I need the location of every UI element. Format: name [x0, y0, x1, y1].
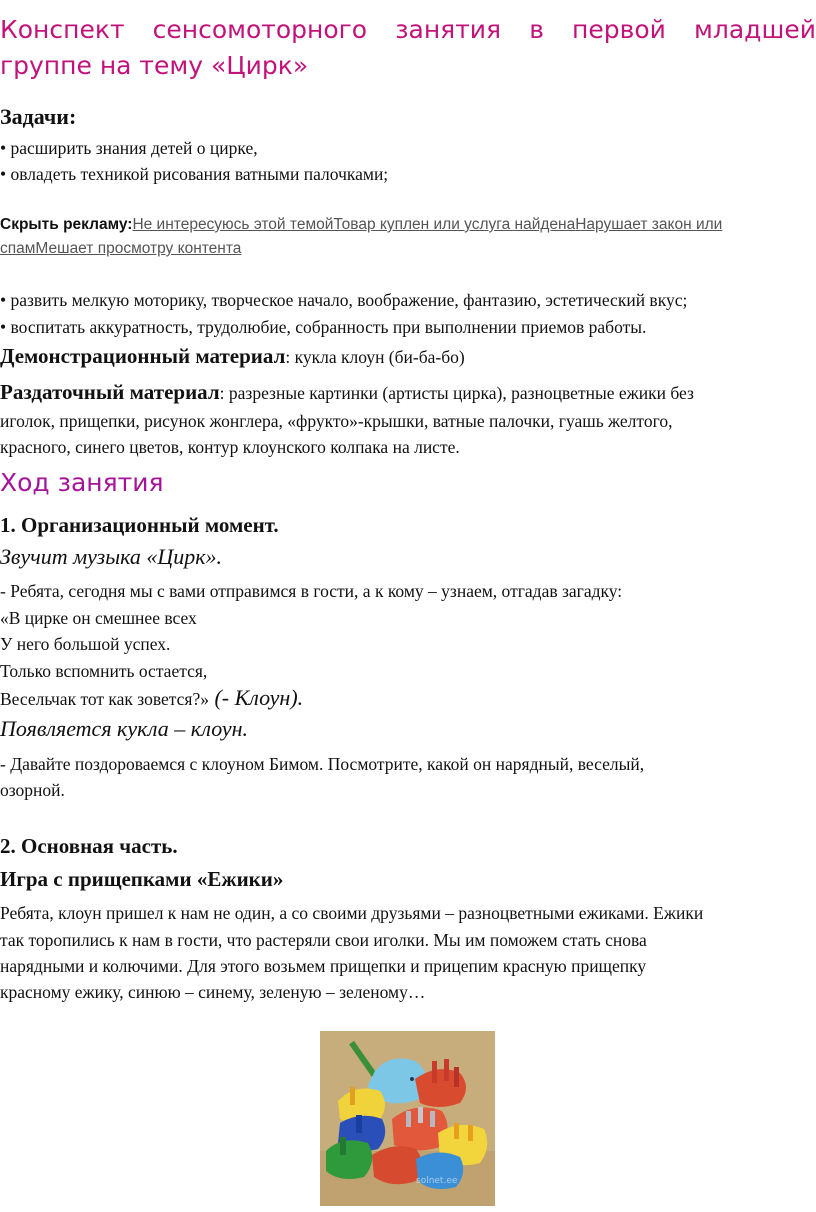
music-note: Звучит музыка «Цирк».	[0, 544, 223, 569]
game-text: Ребята, клоун пришел к нам не один, а со своими друзьями – разноцветными ежиками. Ежики	[0, 903, 704, 923]
game-heading: Игра с прищепками «Ежики»	[0, 867, 284, 891]
game-text: нарядными и колючими. Для этого возьмем прищепки и прицепим красную прищепку	[0, 956, 647, 976]
handout-line: иголок, прищепки, рисунок жонглера, «фрукто»-крышки, ватные палочки, гуашь желтого,	[0, 411, 673, 431]
title-word: сенсомоторного	[152, 15, 368, 44]
photo-watermark: solnet.ee	[416, 1176, 458, 1186]
title-line-2: группе на тему «Цирк»	[0, 51, 309, 80]
ad-reason-link-obstructs[interactable]: Мешает просмотру контента	[35, 240, 242, 257]
intro-text: - Ребята, сегодня мы с вами отправимся в гости, а к кому – узнаем, отгадав загадку:	[0, 581, 623, 601]
demo-material-text: : кукла клоун (би-ба-бо)	[285, 347, 465, 367]
task-item: • расширить знания детей о цирке,	[0, 138, 258, 158]
handout-material	[0, 379, 694, 406]
title-word: занятия	[395, 15, 502, 44]
title-word: младшей	[694, 15, 816, 44]
demo-material-label: Демонстрационный материал	[0, 344, 286, 368]
ad-reason-link-not-interested[interactable]: Не интересуюсь этой темой	[132, 216, 334, 233]
part2-heading: 2. Основная часть.	[0, 834, 178, 858]
handout-material-label: Раздаточный материал	[0, 380, 220, 404]
title-word: Конспект	[0, 15, 125, 44]
title-word: первой	[572, 15, 666, 44]
ad-reason-link-purchased[interactable]: Товар куплен или услуга найдена	[333, 216, 576, 233]
greet-text: - Давайте поздороваемся с клоуном Бимом. Посмотрите, какой он нарядный, веселый,	[0, 754, 645, 774]
course-heading: Ход занятия	[0, 468, 164, 497]
riddle-line: Только вспомнить остается,	[0, 661, 208, 681]
riddle-line: «В цирке он смешнее всех	[0, 608, 197, 628]
tasks-heading: Задачи:	[0, 104, 77, 129]
game-text: так торопились к нам в гости, что растеряли свои иголки. Мы им поможем стать снова	[0, 930, 647, 950]
title-word: в	[529, 15, 544, 44]
handout-line: : разрезные картинки (артисты цирка), разноцветные ежики без	[219, 383, 694, 403]
ad-hide-label: Скрыть рекламу:	[0, 216, 133, 233]
riddle-line: Весельчак тот как зовется?»	[0, 689, 209, 709]
greet-text: озорной.	[0, 780, 65, 800]
riddle-answer: (- Клоун).	[208, 685, 304, 710]
ad-reason-link-violates-law[interactable]: Нарушает закон или спам	[0, 216, 723, 257]
title-line-1	[0, 12, 816, 48]
part1-heading: 1. Организационный момент.	[0, 513, 279, 537]
doll-appears: Появляется кукла – клоун.	[0, 716, 249, 741]
riddle-last-line	[0, 685, 303, 712]
hedgehogs-illustration	[320, 1031, 495, 1206]
handout-line: красного, синего цветов, контур клоунского колпака на листе.	[0, 437, 460, 457]
riddle-line: У него большой успех.	[0, 634, 171, 654]
task-item: • развить мелкую моторику, творческое начало, воображение, фантазию, эстетический вкус;	[0, 290, 688, 310]
hedgehogs-photo	[320, 1031, 495, 1206]
task-item: • овладеть техникой рисования ватными палочками;	[0, 164, 389, 184]
document-title	[0, 12, 816, 84]
ad-hide-bar	[0, 213, 800, 261]
task-item: • воспитать аккуратность, трудолюбие, собранность при выполнении приемов работы.	[0, 317, 647, 337]
demo-material	[0, 343, 465, 370]
game-text: красному ежику, синюю – синему, зеленую – зеленому…	[0, 982, 426, 1002]
